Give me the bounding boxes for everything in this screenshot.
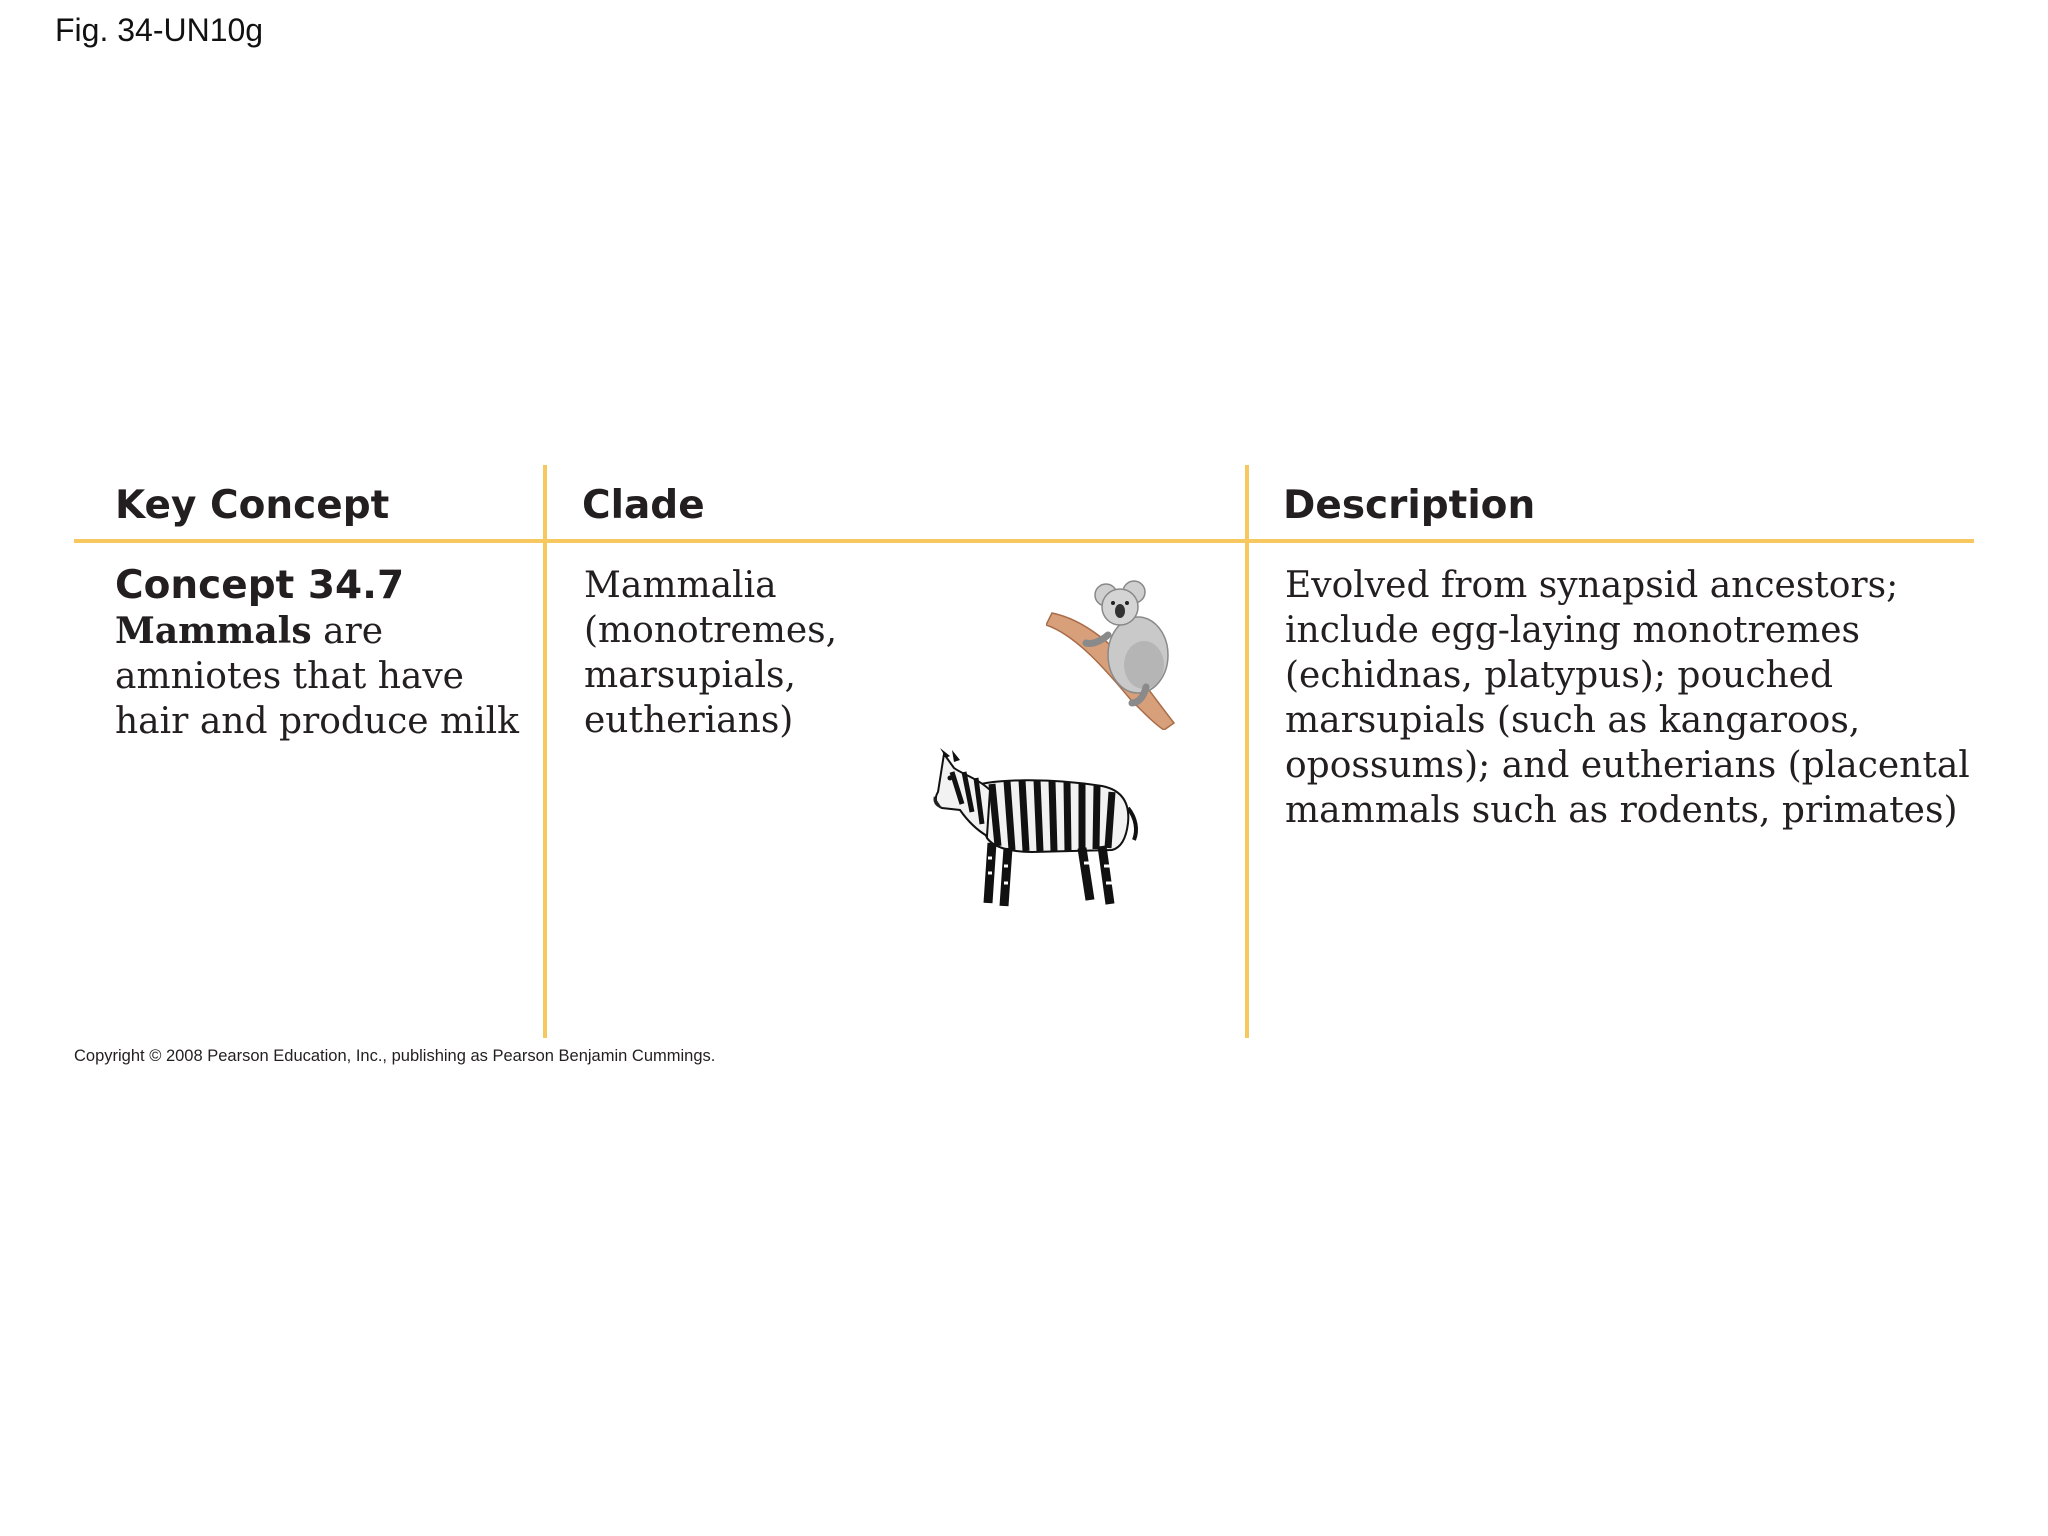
clade-line-1: Mammalia [584, 565, 777, 606]
clade-line-4: eutherians) [584, 700, 794, 741]
key-concept-cell [115, 563, 535, 744]
koala-illustration [1046, 575, 1176, 730]
copyright-notice: Copyright © 2008 Pearson Education, Inc., publishing as Pearson Benjamin Cummings. [74, 1047, 716, 1065]
header-clade: Clade [582, 483, 705, 528]
clade-cell [584, 563, 884, 743]
description-line-6: mammals such as rodents, primates) [1285, 790, 1958, 831]
figure-label: Fig. 34-UN10g [55, 12, 264, 48]
clade-line-3: marsupials, [584, 655, 796, 696]
description-line-5: opossums); and eutherians (placental [1285, 745, 1970, 786]
concept-title: Concept 34.7 [115, 563, 405, 608]
description-line-4: marsupials (such as kangaroos, [1285, 700, 1861, 741]
header-description: Description [1283, 483, 1536, 528]
concept-text-line-1 [115, 609, 535, 654]
concept-text-line-3: hair and produce milk [115, 701, 519, 742]
concept-text-line-2: amniotes that have [115, 656, 464, 697]
concept-line-1-rest: are [311, 611, 384, 652]
column-divider-2 [1245, 465, 1249, 1038]
description-line-3: (echidnas, platypus); pouched [1285, 655, 1834, 696]
description-line-1: Evolved from synapsid ancestors; [1285, 565, 1899, 606]
header-rule [74, 539, 1974, 543]
description-cell [1285, 563, 1970, 833]
zebra-illustration [932, 748, 1142, 913]
description-line-2: include egg-laying monotremes [1285, 610, 1860, 651]
concept-bold-word: Mammals [115, 610, 312, 652]
column-divider-1 [543, 465, 547, 1038]
clade-line-2: (monotremes, [584, 610, 838, 651]
header-key-concept: Key Concept [115, 483, 390, 528]
